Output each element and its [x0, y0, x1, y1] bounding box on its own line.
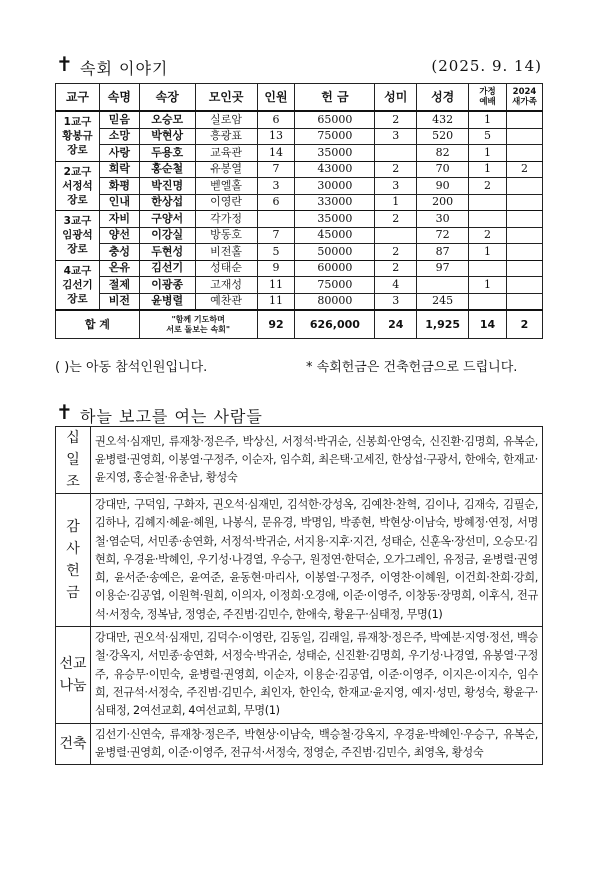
- total-people: 92: [257, 310, 295, 339]
- leader: 박현상: [139, 128, 195, 145]
- parish-label: 2교구 서정석 장로: [56, 161, 100, 211]
- new-family: [506, 277, 542, 294]
- table-row: [56, 161, 543, 178]
- rice: [375, 227, 417, 244]
- offering-row: [56, 627, 543, 723]
- header-offering: 헌 금: [295, 84, 375, 112]
- offering-names: 강대만, 구덕임, 구화자, 권오석·심재민, 김석한·강성옥, 김예찬·찬혁, 김이나, 김재숙, 김필순, 김하나, 김혜지·혜윤·혜원, 나봉식, 문유경, 박명임, 박종현, 박현상·이남숙, 방혜정·연정, 서명철·염순덕, 서민종·송연화, 서정석·박귀순, 서지용·지후·지건, 성태순, 신훈옥·장선미, 오승모·김현희, 우경윤·박혜인, 우기성·나경열, 우승구, 원정연·한덕순, 오가그레인, 유정금, 윤병렬·권영희, 윤서준·송예은, 윤여준, 윤동현·마리사, 이봉열·구정주, 이영찬·이혜원, 이건희·찬희·강희, 이용순·김공엽, 이원혁·원희, 이의자, 이정희·오경애, 이준·이영주, 이창동·장명희, 이후식, 전규석·서정숙, 정복남, 정영순, 주진범·김민수, 한애숙, 황윤구·심태정, 무명(1): [91, 494, 543, 627]
- offering-names: 김선기·신연숙, 류재창·정은주, 박현상·이남숙, 백승철·강옥지, 우경윤·박혜인·우승구, 유복순, 윤병렬·권영희, 이준·이영주, 전규석·서정숙, 정영순, 주진범·김민수, 최영옥, 황성숙: [91, 723, 543, 765]
- leader: 박진명: [139, 178, 195, 195]
- family-worship: [469, 293, 507, 310]
- family-worship: [469, 211, 507, 228]
- offering-row: [56, 723, 543, 765]
- place: 방동호: [195, 227, 257, 244]
- cell-name: 충성: [99, 244, 139, 261]
- offering-names-table: [55, 426, 543, 765]
- table-row: [56, 194, 543, 211]
- leader: 두용호: [139, 145, 195, 162]
- place: 비전홀: [195, 244, 257, 261]
- family-worship: 1: [469, 111, 507, 128]
- leader: 김선기: [139, 260, 195, 277]
- header-bible: 성경: [417, 84, 469, 112]
- new-family: [506, 227, 542, 244]
- section-title: 속회 이야기: [80, 59, 169, 78]
- header-cell-name: 속명: [99, 84, 139, 112]
- new-family: [506, 260, 542, 277]
- leader: 홍순철: [139, 161, 195, 178]
- footnote-building-fund: * 속회헌금은 건축헌금으로 드립니다.: [306, 360, 518, 375]
- offering-category: 감 사 헌 금: [56, 494, 91, 627]
- offering: 43000: [295, 161, 375, 178]
- cell-name: 절제: [99, 277, 139, 294]
- bible: 432: [417, 111, 469, 128]
- offering: 50000: [295, 244, 375, 261]
- family-worship: 2: [469, 227, 507, 244]
- leader: 이광종: [139, 277, 195, 294]
- leader: 한상섭: [139, 194, 195, 211]
- people: 7: [257, 227, 295, 244]
- header-leader: 속장: [139, 84, 195, 112]
- offering: 30000: [295, 178, 375, 195]
- bible: 97: [417, 260, 469, 277]
- people: 11: [257, 277, 295, 294]
- header-parish: 교구: [56, 84, 100, 112]
- offering-category: 십 일 조: [56, 427, 91, 494]
- table-row: [56, 145, 543, 162]
- offering: 75000: [295, 128, 375, 145]
- cell-name: 비전: [99, 293, 139, 310]
- people: 9: [257, 260, 295, 277]
- bible: 245: [417, 293, 469, 310]
- people: 11: [257, 293, 295, 310]
- place: 이영란: [195, 194, 257, 211]
- rice: 2: [375, 161, 417, 178]
- rice: 2: [375, 211, 417, 228]
- place: 벧엘홀: [195, 178, 257, 195]
- family-worship: 1: [469, 277, 507, 294]
- leader: 구양서: [139, 211, 195, 228]
- table-row: [56, 260, 543, 277]
- family-worship: 2: [469, 178, 507, 195]
- bible: 87: [417, 244, 469, 261]
- footnote-children: ( )는 아동 참석인원입니다.: [55, 360, 208, 375]
- bible: 72: [417, 227, 469, 244]
- rice: 2: [375, 111, 417, 128]
- new-family: [506, 128, 542, 145]
- table-row: [56, 211, 543, 228]
- cross-icon: ✝: [56, 52, 73, 76]
- new-family: [506, 111, 542, 128]
- leader: 윤병렬: [139, 293, 195, 310]
- new-family: [506, 145, 542, 162]
- people: 14: [257, 145, 295, 162]
- place: 성태순: [195, 260, 257, 277]
- table-row: [56, 244, 543, 261]
- people: 13: [257, 128, 295, 145]
- cell-group-table: [55, 83, 543, 339]
- bible: 82: [417, 145, 469, 162]
- new-family: [506, 178, 542, 195]
- people: 7: [257, 161, 295, 178]
- cell-name: 자비: [99, 211, 139, 228]
- family-worship: [469, 260, 507, 277]
- people: 3: [257, 178, 295, 195]
- bible: 30: [417, 211, 469, 228]
- cell-name: 소망: [99, 128, 139, 145]
- table-row: [56, 178, 543, 195]
- people: 5: [257, 244, 295, 261]
- table-row: [56, 277, 543, 294]
- offering-category: 선교 나눔: [56, 627, 91, 723]
- rice: 3: [375, 293, 417, 310]
- header-family-worship: 가정 예배: [469, 84, 507, 112]
- offering-row: [56, 494, 543, 627]
- offering: 60000: [295, 260, 375, 277]
- bible: 70: [417, 161, 469, 178]
- family-worship: [469, 194, 507, 211]
- offering-category: 건축: [56, 723, 91, 765]
- rice: 3: [375, 128, 417, 145]
- place: 교육관: [195, 145, 257, 162]
- rice: 2: [375, 260, 417, 277]
- new-family: 2: [506, 161, 542, 178]
- table-row: [56, 227, 543, 244]
- offering: 35000: [295, 145, 375, 162]
- header-people: 인원: [257, 84, 295, 112]
- place: 흥광표: [195, 128, 257, 145]
- header-place: 모인곳: [195, 84, 257, 112]
- total-rice: 24: [375, 310, 417, 339]
- family-worship: 1: [469, 145, 507, 162]
- cross-icon: ✝: [56, 400, 73, 424]
- new-family: [506, 194, 542, 211]
- header-rice: 성미: [375, 84, 417, 112]
- cell-name: 온유: [99, 260, 139, 277]
- new-family: [506, 293, 542, 310]
- parish-label: 3교구 임광석 장로: [56, 211, 100, 261]
- report-date: (2025. 9. 14): [431, 57, 542, 75]
- family-worship: 1: [469, 161, 507, 178]
- place: 유봉열: [195, 161, 257, 178]
- new-family: [506, 211, 542, 228]
- place: 고재성: [195, 277, 257, 294]
- section-title: 하늘 보고를 여는 사람들: [80, 407, 263, 426]
- offering-row: [56, 427, 543, 494]
- rice: 1: [375, 194, 417, 211]
- offering: 80000: [295, 293, 375, 310]
- table-header: [56, 84, 543, 112]
- people: 6: [257, 111, 295, 128]
- rice: 3: [375, 178, 417, 195]
- offering: 35000: [295, 211, 375, 228]
- total-note: "함께 기도하며 서로 돌보는 속회": [139, 310, 257, 339]
- table-row: [56, 111, 543, 128]
- total-offering: 626,000: [295, 310, 375, 339]
- cell-name: 화평: [99, 178, 139, 195]
- leader: 이강실: [139, 227, 195, 244]
- total-label: 합 계: [56, 310, 140, 339]
- cell-name: 믿음: [99, 111, 139, 128]
- total-worship: 14: [469, 310, 507, 339]
- table-row: [56, 128, 543, 145]
- cell-name: 희락: [99, 161, 139, 178]
- offering-names: 권오석·심재민, 류재창·정은주, 박상신, 서정석·박귀순, 신봉희·안영숙, 신진환·김명희, 유복순, 윤병렬·권영희, 이봉열·구정주, 이순자, 임수희, 최은택·고세진, 한상섭·구광서, 한애숙, 한재교·윤지영, 홍순철·유춘남, 황성숙: [91, 427, 543, 494]
- rice: [375, 145, 417, 162]
- offering: 33000: [295, 194, 375, 211]
- header-new-family: 2024 새가족: [506, 84, 542, 112]
- place: 각가정: [195, 211, 257, 228]
- total-row: [56, 310, 543, 339]
- rice: 4: [375, 277, 417, 294]
- offering: 45000: [295, 227, 375, 244]
- cell-name: 인내: [99, 194, 139, 211]
- offering-names: 강대만, 권오석·심재민, 김덕수·이영란, 김동일, 김래일, 류재창·정은주, 박예분·지영·정선, 백승철·강옥지, 서민종·송연화, 서정숙·박귀순, 성태순, 신진환·김명희, 우기성·나경열, 유봉열·구정주, 유승무·이민숙, 윤병렬·권영희, 이순자, 이용순·김공엽, 이준·이영주, 이지은·이지수, 임수희, 전규석·서정숙, 주진범·김민수, 최인자, 한인숙, 한재교·윤지영, 예지·성민, 황성숙, 황윤구·심태정, 2여선교회, 4여선교회, 무명(1): [91, 627, 543, 723]
- place: 실로암: [195, 111, 257, 128]
- section-heading-offerings: [56, 400, 542, 424]
- parish-label: 1교구 황봉규 장로: [56, 111, 100, 161]
- bible: 520: [417, 128, 469, 145]
- bible: 200: [417, 194, 469, 211]
- offering: 65000: [295, 111, 375, 128]
- table-row: [56, 293, 543, 310]
- people: [257, 211, 295, 228]
- bible: [417, 277, 469, 294]
- cell-name: 양선: [99, 227, 139, 244]
- total-bible: 1,925: [417, 310, 469, 339]
- bible: 90: [417, 178, 469, 195]
- family-worship: 5: [469, 128, 507, 145]
- family-worship: 1: [469, 244, 507, 261]
- rice: 2: [375, 244, 417, 261]
- leader: 두현성: [139, 244, 195, 261]
- place: 예찬관: [195, 293, 257, 310]
- new-family: [506, 244, 542, 261]
- leader: 오승모: [139, 111, 195, 128]
- total-new-family: 2: [506, 310, 542, 339]
- parish-label: 4교구 김선기 장로: [56, 260, 100, 310]
- people: 6: [257, 194, 295, 211]
- offering: 75000: [295, 277, 375, 294]
- cell-name: 사랑: [99, 145, 139, 162]
- section-heading-cell-meeting: [56, 52, 542, 80]
